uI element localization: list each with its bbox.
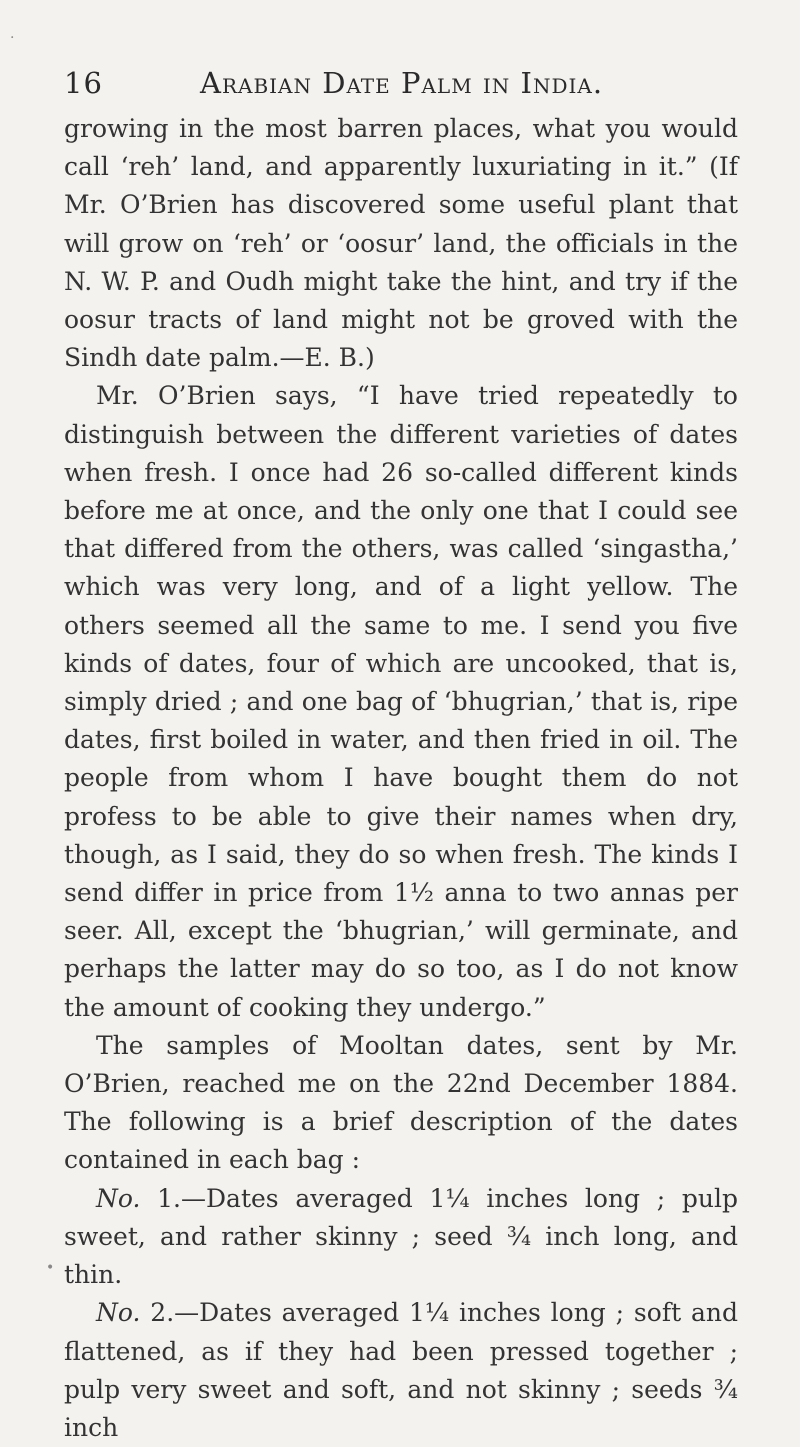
page-number: 16 <box>64 66 103 100</box>
paragraph <box>64 1027 738 1180</box>
paragraph <box>64 1180 738 1295</box>
item-label: No. <box>96 1298 141 1328</box>
body-text <box>64 110 738 1447</box>
paragraph <box>64 1294 738 1447</box>
paragraph <box>64 110 738 377</box>
paragraph-text: Mr. O’Brien says, “I have tried repeatedly to distinguish between the different varieties of dates when fresh. I once had 26 so-called different kinds before me at once, and the only one that I could see that differed from the others, was called ‘singastha,’ which was very long, and of a light yellow. The others seemed all the same to me. I send you five kinds of dates, four of which are uncooked, that is, simply dried ; and one bag of ‘bhugrian,’ that is, ripe dates, first boiled in water, and then fried in oil. The people from whom I have bought them do not profess to be able to give their names when dry, though, as I said, they do so when fresh. The kinds I send differ in price from 1½ anna to two annas per seer. All, except the ‘bhugrian,’ will germinate, and perhaps the latter may do so too, as I do not know the amount of cooking they undergo.” <box>64 381 738 1022</box>
running-title: Arabian Date Palm in India. <box>200 66 604 100</box>
paragraph-text: 2.—Dates averaged 1¼ inches long ; soft and flattened, as if they had been pressed together ; pulp very sweet and soft, and not skinny ; seeds ¾ inch <box>64 1298 738 1442</box>
margin-speck: • <box>46 1260 55 1276</box>
margin-speck: · <box>10 30 15 46</box>
paragraph-text: The samples of Mooltan dates, sent by Mr. O’Brien, reached me on the 22nd December 1884. The following is a brief description of the dates contained in each bag : <box>64 1030 738 1175</box>
paragraph-text: growing in the most barren places, what you would call ‘reh’ land, and apparently luxuriating in it.” (If Mr. O’Brien has discovered some useful plant that will grow on ‘reh’ or ‘oosur’ land, the officials in the N. W. P. and Oudh might take the hint, and try if the oosur tracts of land might not be groved with the Sindh date palm.—E. B.) <box>64 114 738 373</box>
paragraph <box>64 377 738 1026</box>
item-label: No. <box>96 1183 141 1213</box>
page-header <box>64 66 724 106</box>
paragraph-text: 1.—Dates averaged 1¼ inches long ; pulp sweet, and rather skinny ; seed ¾ inch long, and thin. <box>64 1183 738 1290</box>
